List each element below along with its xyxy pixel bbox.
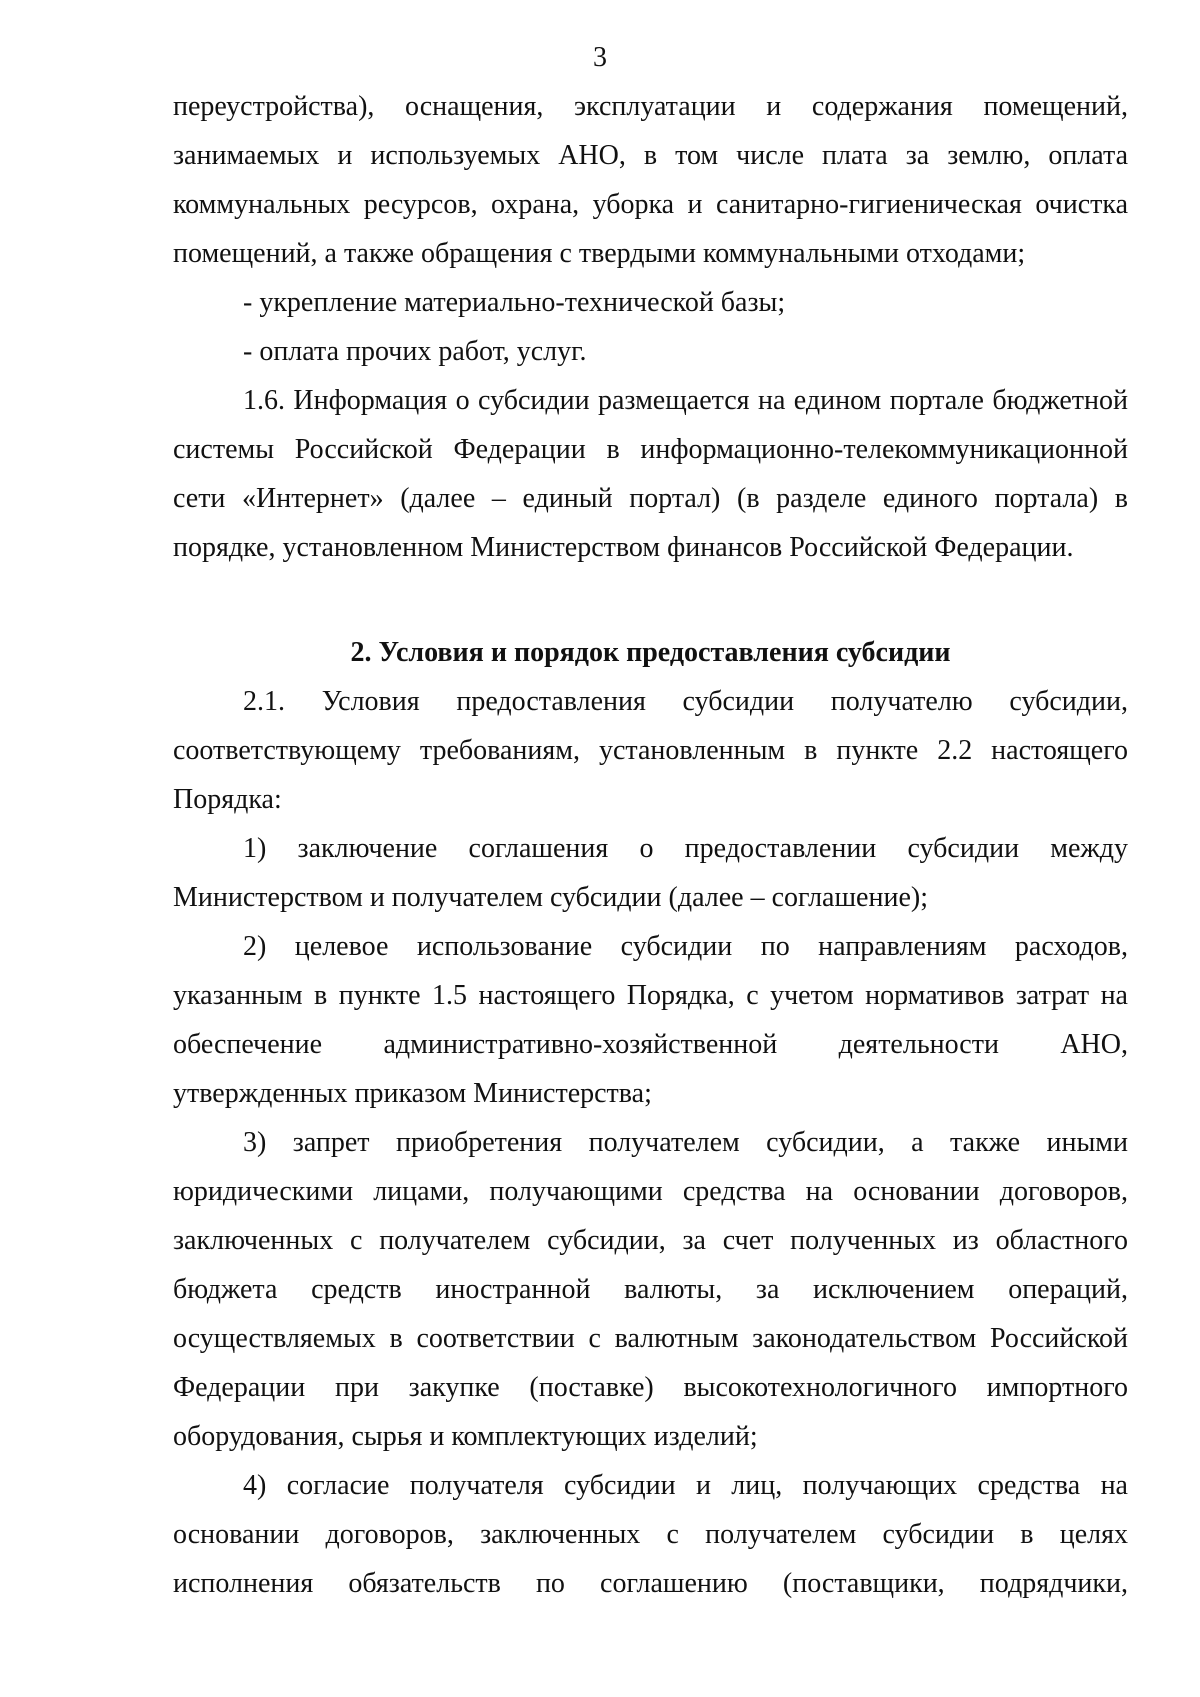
section-heading: 2. Условия и порядок предоставления субсидии [350, 637, 951, 668]
page-number: 3 [593, 42, 607, 73]
paragraph-2-1: 2.1. Условия предоставления субсидии получателю субсидии, соответствующему требованиям, установленным в пункте 2.2 настоящего Порядка: [173, 686, 1128, 815]
document-body [173, 82, 1128, 1608]
paragraph-1-6: 1.6. Информация о субсидии размещается на едином портале бюджетной системы Российской Федерации в информационно-телекоммуникационной сети «Интернет» (далее – единый портал) (в разделе единого портала) в порядке, установленном Министерством финансов Российской Федерации. [173, 385, 1128, 563]
paragraph-condition-4: 4) согласие получателя субсидии и лиц, получающих средства на основании договоров, заключенных с получателем субсидии в целях исполнения обязательств по соглашению (поставщики, подрядчики, [173, 1470, 1128, 1599]
paragraph-condition-1: 1) заключение соглашения о предоставлении субсидии между Министерством и получателем субсидии (далее – соглашение); [173, 833, 1128, 913]
paragraph-condition-2: 2) целевое использование субсидии по направлениям расходов, указанным в пункте 1.5 настоящего Порядка, с учетом нормативов затрат на обеспечение административно-хозяйственной деятельности АНО, утвержденных приказом Министерства; [173, 931, 1128, 1109]
paragraph-condition-3: 3) запрет приобретения получателем субсидии, а также иными юридическими лицами, получающими средства на основании договоров, заключенных с получателем субсидии, за счет полученных из областного бюджета средств иностранной валюты, за исключением операций, осуществляемых в соответствии с валютным законодательством Российской Федерации при закупке (поставке) высокотехнологичного импортного оборудования, сырья и комплектующих изделий; [173, 1127, 1128, 1452]
paragraph-continuation: переустройства), оснащения, эксплуатации и содержания помещений, занимаемых и используемых АНО, в том числе плата за землю, оплата коммунальных ресурсов, охрана, уборка и санитарно-гигиеническая очистка помещений, а также обращения с твердыми коммунальными отходами; [173, 91, 1128, 269]
paragraph-list-item: - укрепление материально-технической базы; [243, 287, 786, 318]
paragraph-list-item: - оплата прочих работ, услуг. [243, 336, 587, 367]
